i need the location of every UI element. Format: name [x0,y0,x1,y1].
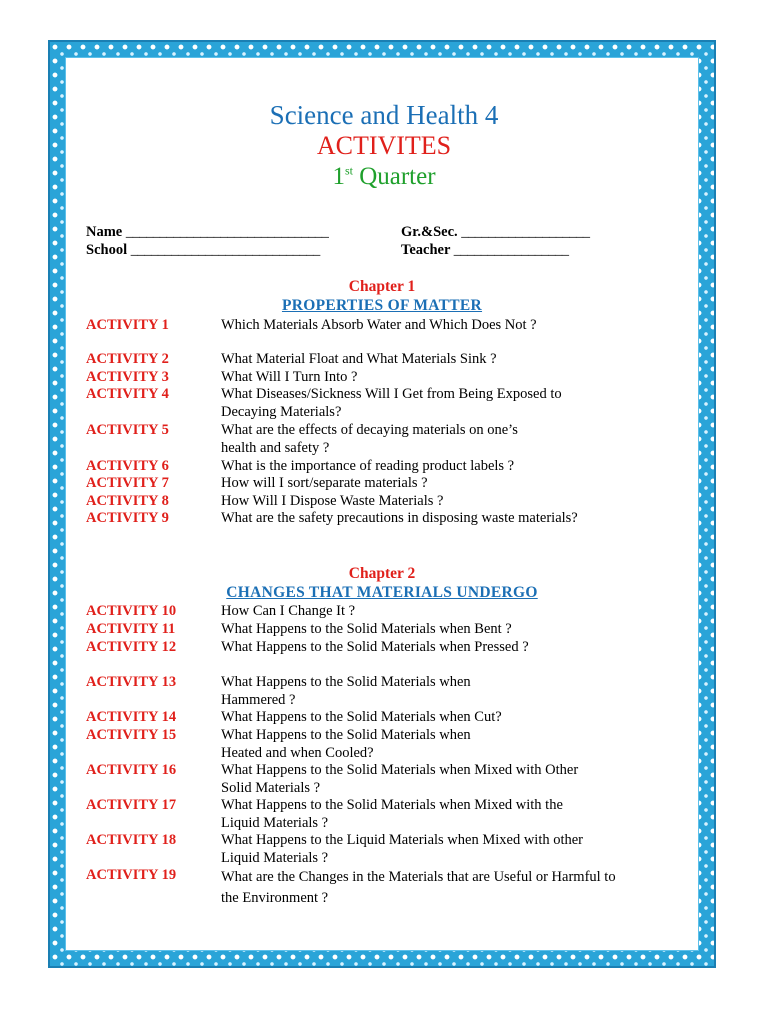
activity-18-text: What Happens to the Liquid Materials when Mixed with other Liquid Materials ? [221,832,584,866]
grsec-label: Gr.&Sec. [401,224,458,240]
grsec-blank: ___________________ [461,224,590,240]
activity-16-text: What Happens to the Solid Materials when Mixed with Other Solid Materials ? [221,762,579,796]
school-label: School [86,242,128,258]
activity-4-text: What Diseases/Sickness Will I Get from Being Exposed to Decaying Materials? [221,386,562,420]
teacher-field[interactable] [401,242,569,259]
activity-11-text: What Happens to the Solid Materials when Bent ? [221,621,512,637]
activity-5-text: What are the effects of decaying materials on one’s health and safety ? [221,422,518,456]
activity-17-label: ACTIVITY 17 [86,797,177,813]
grsec-field[interactable] [401,224,590,241]
activity-13-label: ACTIVITY 13 [86,674,177,690]
activity-15-text: What Happens to the Solid Materials when Heated and when Cooled? [221,727,471,761]
activity-7-text: How will I sort/separate materials ? [221,475,428,491]
activity-9-label: ACTIVITY 9 [86,510,169,526]
activity-12-label: ACTIVITY 12 [86,639,177,655]
activity-14-text: What Happens to the Solid Materials when Cut? [221,709,502,725]
activity-10-text: How Can I Change It ? [221,603,356,619]
chapter-1-title: PROPERTIES OF MATTER [281,297,483,314]
quarter-ordinal: st [344,163,353,178]
chapter-1-label: Chapter 1 [348,278,416,295]
quarter-word: Quarter [359,163,436,190]
activity-7-label: ACTIVITY 7 [86,475,169,491]
activity-18-label: ACTIVITY 18 [86,832,177,848]
activity-8-text: How Will I Dispose Waste Materials ? [221,493,444,509]
activity-2-label: ACTIVITY 2 [86,351,169,367]
document-title: Science and Health 4 [269,100,499,130]
activity-8-label: ACTIVITY 8 [86,493,169,509]
activity-6-text: What is the importance of reading product labels ? [221,458,515,474]
activity-2-text: What Material Float and What Materials Sink ? [221,351,497,367]
quarter-number: 1 [332,163,345,190]
name-field[interactable] [86,224,328,241]
quarter-heading [0,163,768,191]
activity-13-text: What Happens to the Solid Materials when Hammered ? [221,674,471,708]
activity-11-label: ACTIVITY 11 [86,621,176,637]
activity-5-label: ACTIVITY 5 [86,422,169,438]
activity-17-text: What Happens to the Solid Materials when Mixed with the Liquid Materials ? [221,797,563,831]
activity-15-label: ACTIVITY 15 [86,727,177,743]
activity-4-label: ACTIVITY 4 [86,386,169,402]
school-blank: ____________________________ [130,242,320,258]
activity-19-text: What are the Changes in the Materials that are Useful or Harmful to the Environment ? [221,869,616,906]
activity-12-text: What Happens to the Solid Materials when Pressed ? [221,639,529,655]
school-field[interactable] [86,242,320,259]
document-subtitle: ACTIVITES [316,131,452,160]
teacher-label: Teacher [401,242,451,258]
activity-1-text: Which Materials Absorb Water and Which Does Not ? [221,317,537,333]
chapter-2-label: Chapter 2 [348,565,416,582]
activity-9-text: What are the safety precautions in disposing waste materials? [221,510,578,526]
name-label: Name [86,224,123,240]
activity-6-label: ACTIVITY 6 [86,458,169,474]
activity-1-label: ACTIVITY 1 [86,317,169,333]
activity-10-label: ACTIVITY 10 [86,603,177,619]
activity-16-label: ACTIVITY 16 [86,762,177,778]
activity-19-label: ACTIVITY 19 [86,867,177,883]
teacher-blank: _________________ [453,242,569,258]
activity-14-label: ACTIVITY 14 [86,709,177,725]
chapter-2-title: CHANGES THAT MATERIALS UNDERGO [226,584,538,601]
name-blank: ______________________________ [125,224,329,240]
activity-3-label: ACTIVITY 3 [86,369,169,385]
activity-3-text: What Will I Turn Into ? [221,369,358,385]
